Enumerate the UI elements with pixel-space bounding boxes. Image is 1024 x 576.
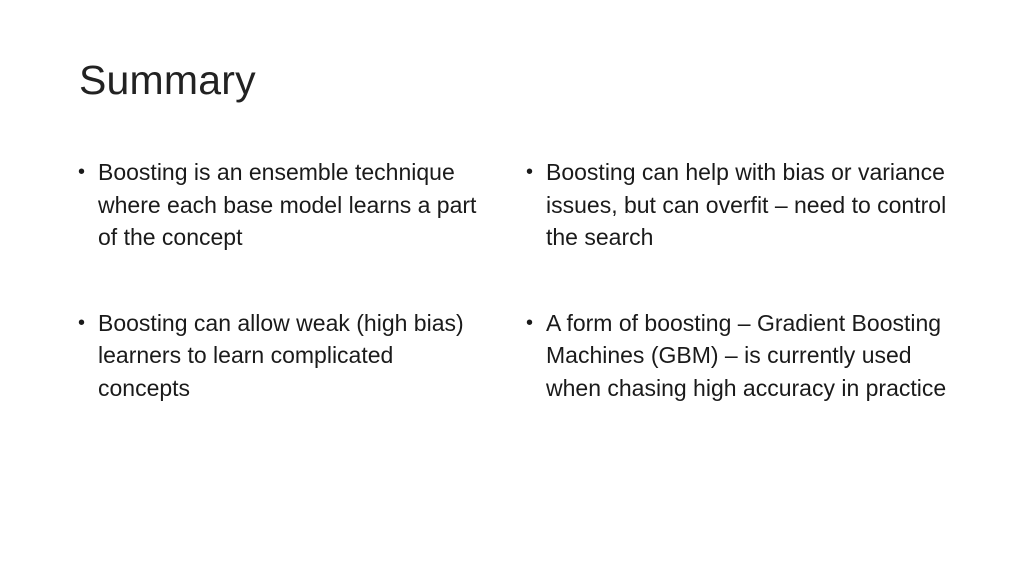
- bullet-item: [526, 307, 966, 405]
- slide-title: Summary: [79, 57, 256, 103]
- left-bullet-list: [78, 156, 478, 404]
- bullet-item: [526, 156, 966, 254]
- bullet-item: [78, 307, 478, 405]
- right-bullet-list: [526, 156, 966, 404]
- bullet-point-icon: •: [78, 161, 86, 183]
- bullet-item: [78, 156, 478, 254]
- bullet-point-icon: •: [78, 311, 86, 334]
- bullet-text: A form of boosting – Gradient Boosting Machines (GBM) – is currently used when chasing high accuracy in practice: [546, 309, 947, 401]
- bullet-text: Boosting is an ensemble technique where each base model learns a part of the concept: [98, 159, 477, 250]
- bullet-point-icon: •: [526, 161, 534, 183]
- bullet-point-icon: •: [526, 311, 534, 334]
- bullet-text: Boosting can allow weak (high bias) learners to learn complicated concepts: [98, 309, 464, 401]
- bullet-text: Boosting can help with bias or variance issues, but can overfit – need to control the search: [546, 159, 947, 250]
